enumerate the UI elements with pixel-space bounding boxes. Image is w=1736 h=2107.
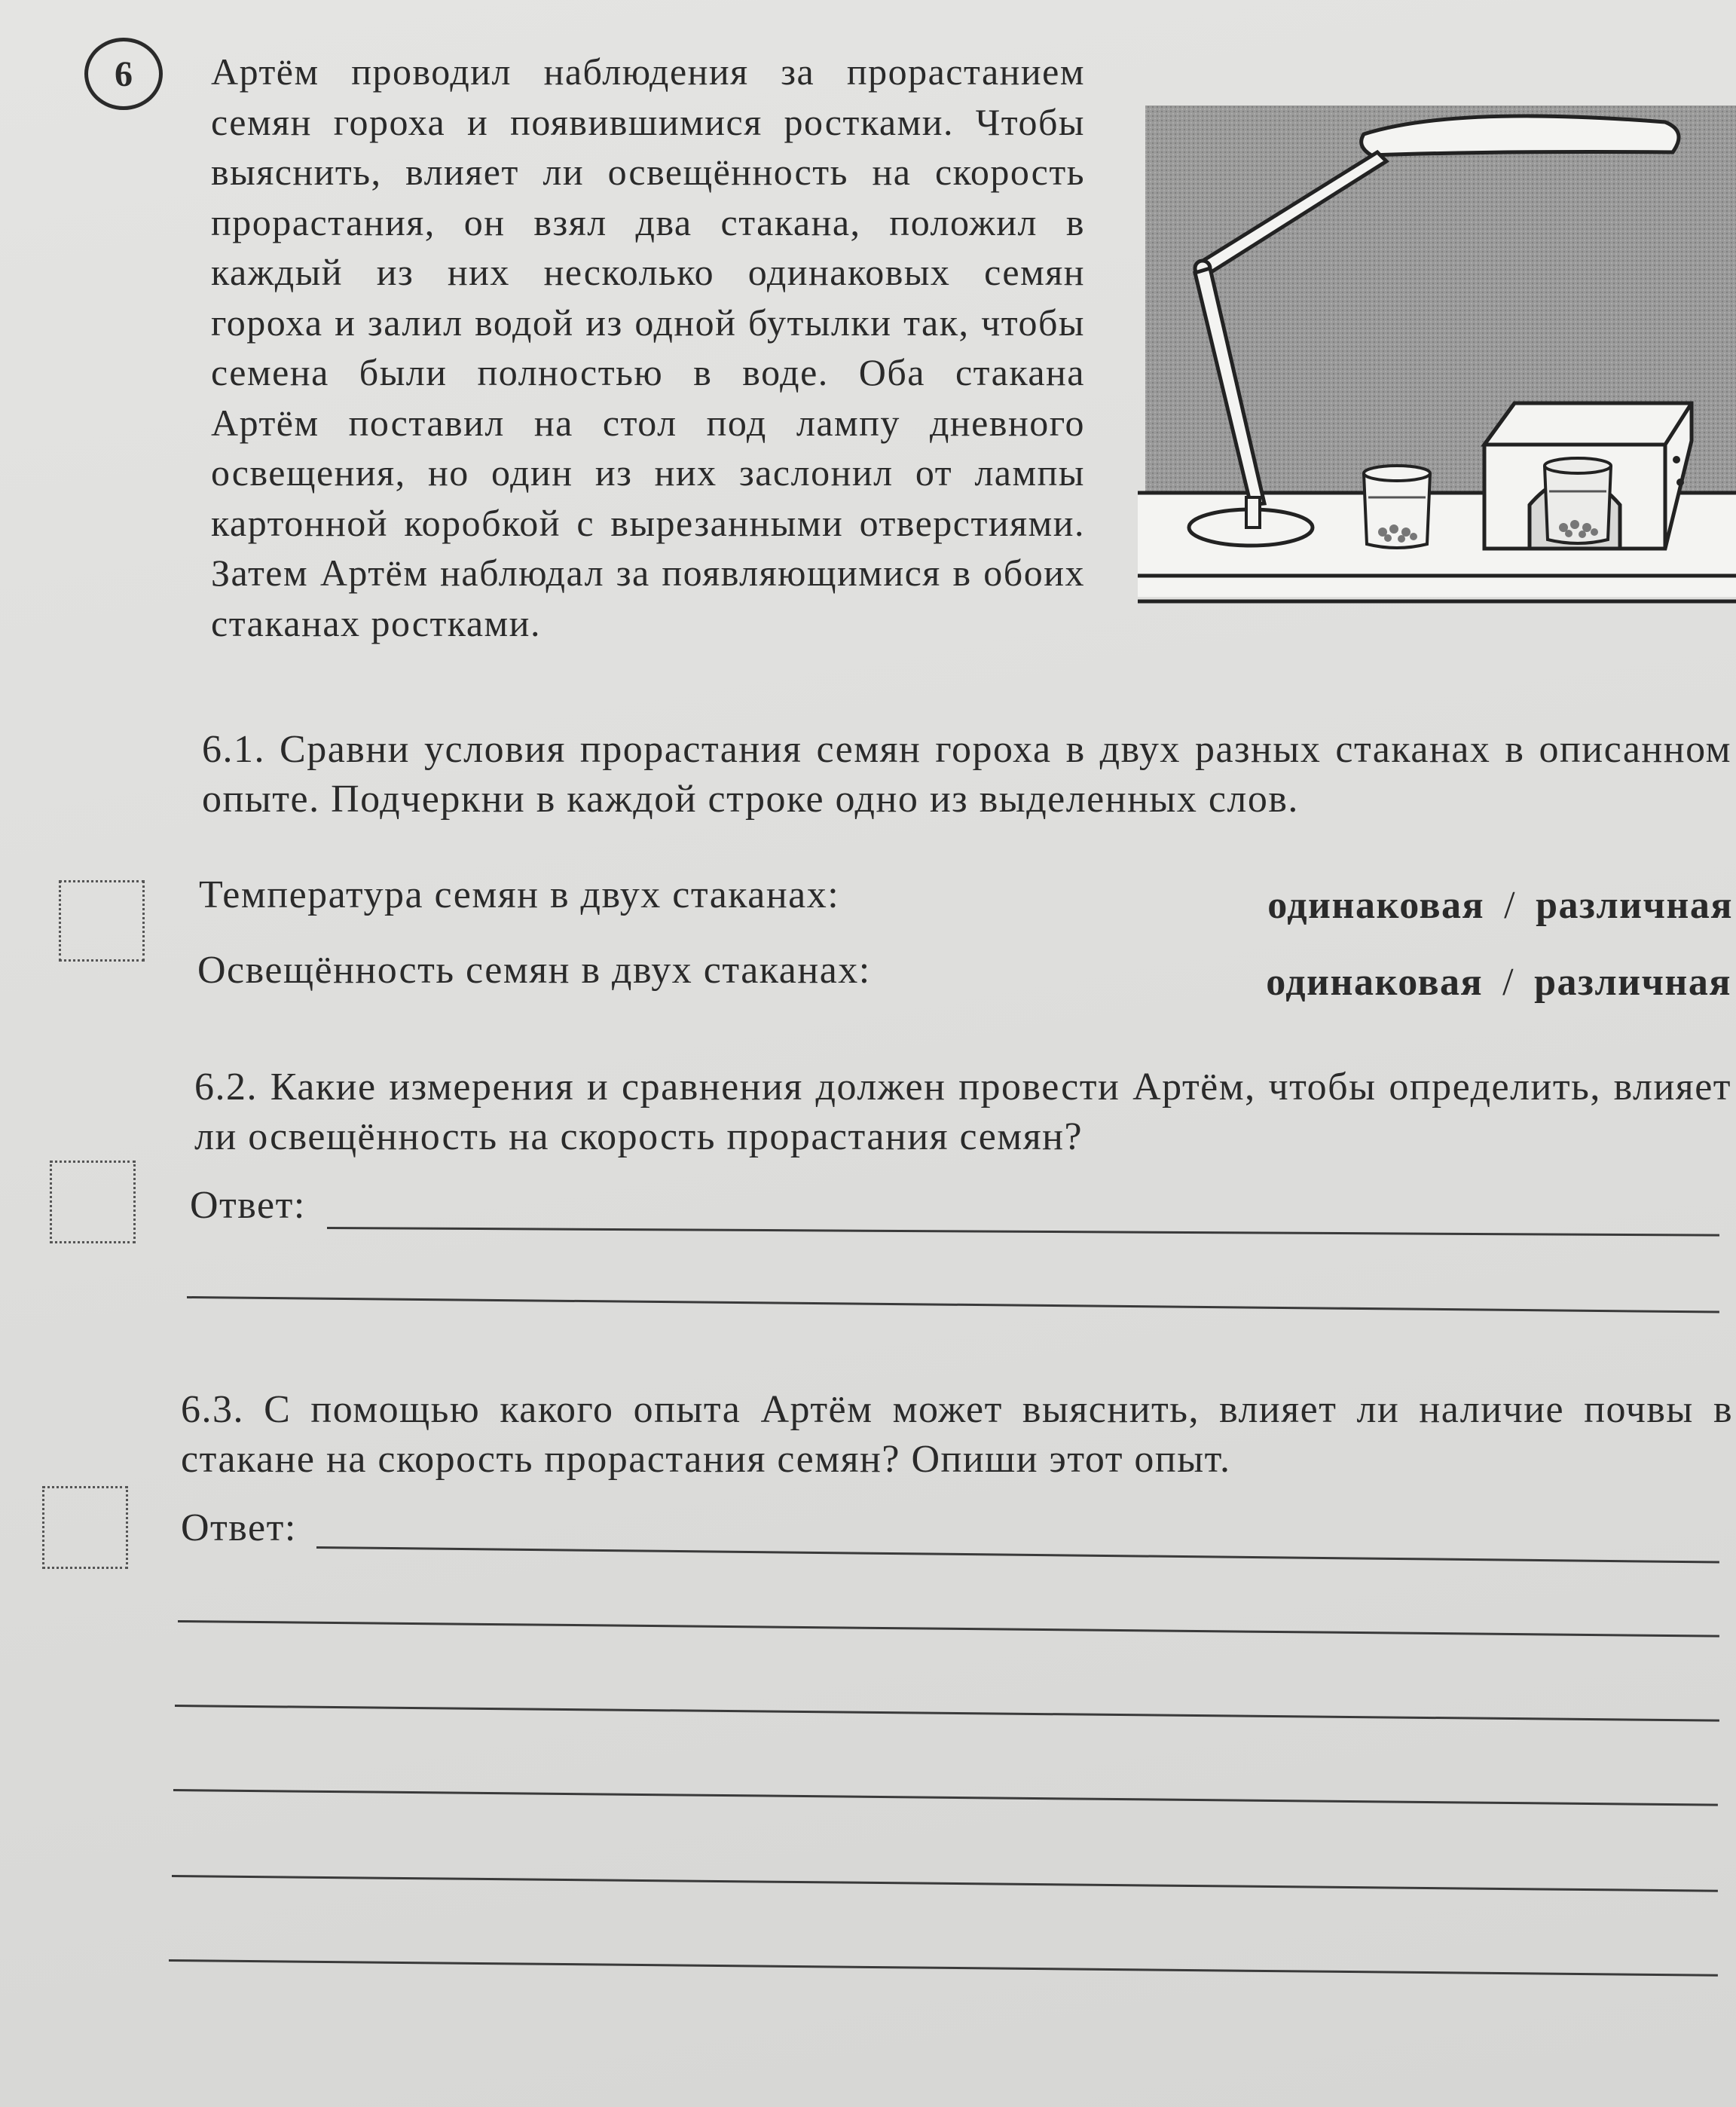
glass-right <box>1545 466 1611 543</box>
score-box-6-2[interactable] <box>50 1161 136 1243</box>
option-separator: / <box>1504 884 1517 927</box>
task-number: 6 <box>115 54 133 94</box>
option-same-illumination[interactable]: одинаковая <box>1266 961 1484 1004</box>
option-same-temperature[interactable]: одинаковая <box>1267 884 1485 927</box>
comparison-row-choices-temperature[interactable] <box>1267 883 1733 928</box>
answer-label-6-2: Ответ: <box>190 1184 306 1227</box>
option-different-illumination[interactable]: различная <box>1534 961 1731 1004</box>
answer-line[interactable] <box>327 1227 1719 1237</box>
answer-line[interactable] <box>316 1546 1719 1563</box>
comparison-row-label-temperature: Температура семян в двух стаканах: <box>199 873 840 916</box>
option-different-temperature[interactable]: различная <box>1536 884 1733 927</box>
answer-line[interactable] <box>178 1620 1719 1638</box>
question-6-2-text: 6.2. Какие измерения и сравнения должен провести Артём, чтобы определить, влияет ли освещённость на скорость прорастания семян? <box>194 1066 1731 1158</box>
glass-left <box>1364 473 1430 548</box>
question-6-1-text: 6.1. Сравни условия прорастания семян гороха в двух разных стаканах в описанном опыте. Подчеркни в каждой строке одно из выделенных слов. <box>202 728 1731 821</box>
answer-line[interactable] <box>187 1296 1719 1313</box>
experiment-illustration <box>1138 106 1736 618</box>
score-box-6-3[interactable] <box>42 1486 128 1569</box>
answer-label-6-3: Ответ: <box>181 1506 297 1549</box>
comparison-row-choices-illumination[interactable] <box>1266 960 1731 1005</box>
answer-line[interactable] <box>172 1875 1718 1892</box>
answer-line[interactable] <box>175 1705 1719 1722</box>
score-box-6-1[interactable] <box>59 880 145 962</box>
answer-line[interactable] <box>173 1789 1718 1806</box>
task-intro-text: Артём проводил наблюдения за прорастанием семян гороха и появившимися ростками. Чтобы выяснить, влияет ли освещённость на скорость прорастания, он взял два стакана, положил в каждый из них несколько одинаковых семян гороха и залил водой из одной бутылки так, чтобы семена были полностью в воде. Оба стакана Артём поставил на стол под лампу дневного освещения, но один из них заслонил от лампы картонной коробкой с вырезанными отверстиями. Затем Артём наблюдал за появляющимися в обоих стаканах ростками. <box>211 50 1085 644</box>
question-6-3-text: 6.3. С помощью какого опыта Артём может выяснить, влияет ли наличие почвы в стакане на скорость прорастания семян? Опиши этот опыт. <box>181 1388 1733 1481</box>
comparison-row-label-illumination: Освещённость семян в двух стаканах: <box>197 949 871 992</box>
task-number-badge <box>84 38 163 110</box>
answer-line[interactable] <box>169 1959 1718 1977</box>
option-separator: / <box>1502 961 1515 1004</box>
